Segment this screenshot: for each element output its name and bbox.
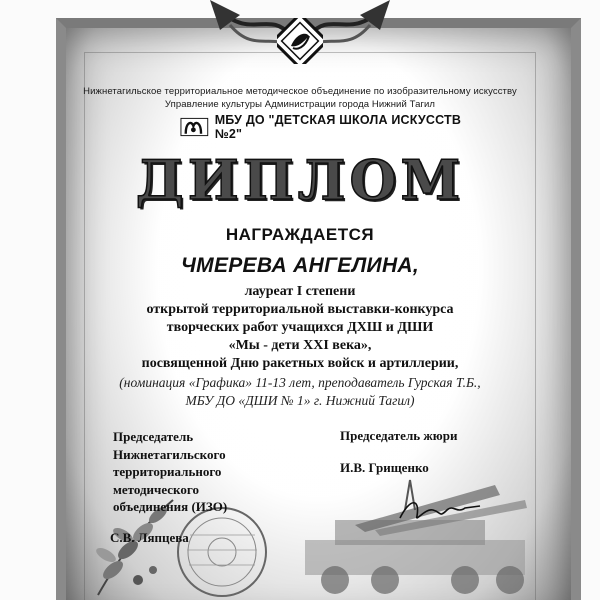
header-organization: Нижнетагильское территориальное методическое объединение по изобразительному искусству	[83, 86, 517, 97]
school-origin-line: МБУ ДО «ДШИ № 1» г. Нижний Тагил)	[185, 393, 415, 408]
emblem-icon	[277, 18, 323, 64]
school-logo-icon	[180, 116, 209, 138]
left-signatory-name: С.В. Ляпцева	[110, 530, 189, 545]
contest-line-1: открытой территориальной выставки-конкурса	[146, 302, 454, 317]
left-title-line: Председатель	[113, 429, 194, 444]
awarded-label: НАГРАЖДАЕТСЯ	[225, 225, 375, 244]
nomination-line: (номинация «Графика» 11-13 лет, преподаватель Гурская Т.Б.,	[119, 375, 481, 390]
jury-chair-name: И.В. Грищенко	[340, 460, 429, 475]
school-name: МБУ ДО "ДЕТСКАЯ ШКОЛА ИСКУССТВ №2"	[214, 113, 462, 141]
handwritten-signature	[395, 488, 485, 528]
award-degree: лауреат I степени	[244, 284, 356, 299]
left-title-line: методического	[113, 481, 199, 497]
left-title-line: объединения (ИЗО)	[113, 499, 228, 514]
diploma-title: ДИПЛОМ	[135, 148, 465, 212]
contest-dedication: посвященной Дню ракетных войск и артиллерии,	[141, 356, 459, 371]
header-administration: Управление культуры Администрации города Нижний Тагил	[164, 99, 436, 110]
contest-name: «Мы - дети XXI века»,	[228, 338, 372, 353]
contest-line-2: творческих работ учащихся ДХШ и ДШИ	[166, 320, 434, 335]
school-line	[180, 113, 480, 141]
recipient-name: ЧМЕРЕВА АНГЕЛИНА,	[180, 254, 420, 277]
left-signatory-title	[113, 428, 227, 516]
left-title-line: территориального	[113, 464, 222, 479]
official-stamp	[175, 505, 270, 600]
left-title-line: Нижнетагильского	[113, 446, 226, 462]
jury-chair-title: Председатель жюри	[340, 428, 458, 443]
